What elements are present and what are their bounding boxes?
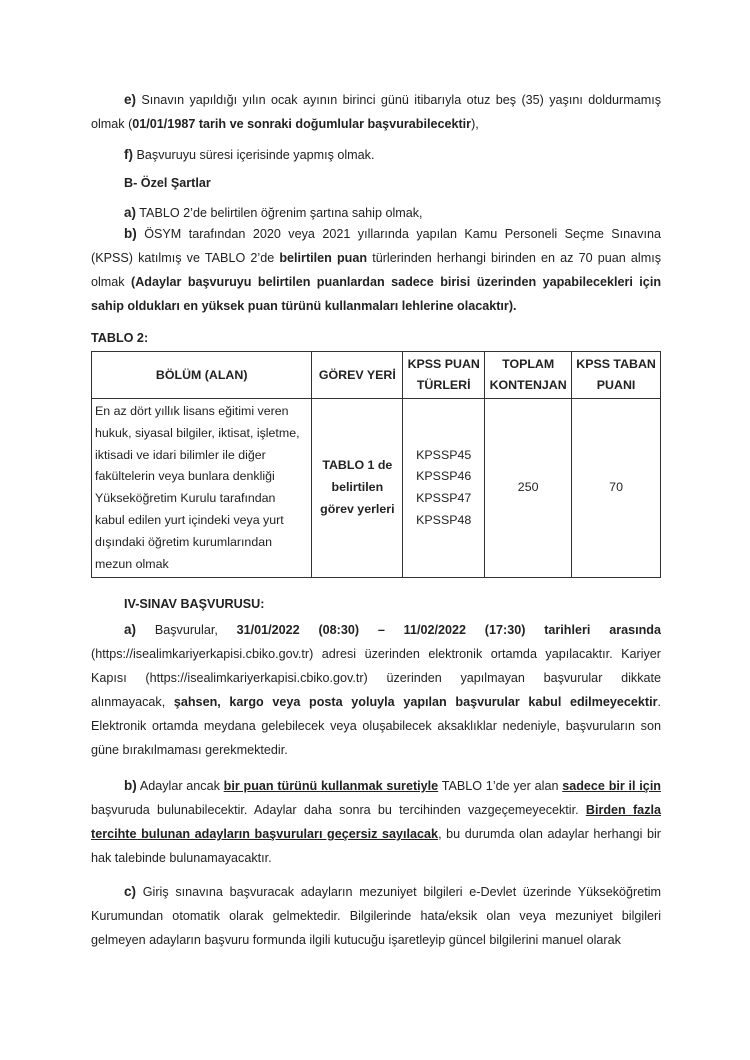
kpss-table xyxy=(91,351,661,578)
item-label: e) xyxy=(124,92,137,107)
header-toplam-kontenjan: TOPLAM KONTENJAN xyxy=(485,352,572,399)
paragraph-text: TABLO 2’de belirtilen öğrenim şartına sahip olmak, xyxy=(139,206,423,220)
section-heading-sinav-basvurusu: IV-SINAV BAŞVURUSU: xyxy=(124,597,265,611)
paragraph-text: Giriş sınavına başvuracak adayların mezuniyet bilgileri e-Devlet üzerinde Yükseköğretim Kurumundan otomatik olarak gelmektedir. Bilgilerinde hata/eksik olan veya mezuniyet bilgileri gelmeyen adayların başvuru formunda ilgili kutucuğu işaretleyip güncel bilgilerini manuel olarak xyxy=(91,885,661,947)
cell-puan-turleri xyxy=(403,399,485,578)
puan-turu: KPSSP45 xyxy=(416,447,472,462)
paragraph-text: , bu durumda olan adaylar herhangi bir hak talebinde bulunamayacaktır. xyxy=(91,827,661,865)
paragraph-text: Adaylar ancak xyxy=(136,779,224,793)
item-label: a) xyxy=(124,622,137,637)
paragraph-e xyxy=(91,88,661,136)
paragraph-text: başvuruda bulunabilecektir. Adaylar daha sonra bu tercihinden vazgeçemeyecektir. xyxy=(91,803,586,817)
cell-toplam-kontenjan: 250 xyxy=(485,399,572,578)
paragraph-text: TABLO 1’de yer alan xyxy=(438,779,563,793)
paragraph-text: Başvuruyu süresi içerisinde yapmış olmak. xyxy=(136,148,375,162)
table-row xyxy=(92,399,661,578)
paragraph-b xyxy=(91,222,661,318)
underlined-text: bir puan türünü kullanmak suretiyle xyxy=(223,779,439,793)
header-kpss-taban-puani: KPSS TABAN PUANI xyxy=(572,352,661,399)
bold-text: 31/01/2022 (08:30) – 11/02/2022 (17:30) tarihleri arasında xyxy=(236,623,661,637)
paragraph-text: ), xyxy=(471,117,479,131)
paragraph-f xyxy=(91,143,661,167)
paragraph-text: türlerinden herhangi birinden en az 70 puan almış olmak xyxy=(91,251,661,289)
paragraph-sinav-c xyxy=(91,880,661,952)
paragraph-text: . Elektronik ortamda meydana gelebilecek veya oluşabilecek aksaklıklar nedeniyle, başvuruların son güne bırakılmaması gerekmektedir. xyxy=(91,695,661,757)
paragraph-text: (https://isealimkariyerkapisi.cbiko.gov.tr) adresi üzerinden elektronik ortamda yapılacaktır. Kariyer Kapısı (https://isealimkariyerkapisi.cbiko.gov.tr) üzerinden yapılmayan başvurular dikkate alınmayacak, xyxy=(91,647,661,709)
bold-text: 01/01/1987 tarih ve sonraki doğumlular başvurabilecektir xyxy=(132,117,472,131)
bold-text: belirtilen puan xyxy=(279,251,368,265)
underlined-text: Birden fazla tercihte bulunan adayların başvuruları geçersiz sayılacak xyxy=(91,803,661,841)
puan-turu: KPSSP46 xyxy=(416,469,472,484)
header-gorev-yeri: GÖREV YERİ xyxy=(312,352,403,399)
table-header-row xyxy=(92,352,661,399)
puan-turu: KPSSP48 xyxy=(416,512,472,527)
item-label: c) xyxy=(124,884,137,899)
bold-text: (Adaylar başvuruyu belirtilen puanlardan sadece birisi üzerinden yapabilecekleri için sahip oldukları en yüksek puan türünü kullanmaları lehlerine olacaktır). xyxy=(91,275,662,313)
paragraph-text: Sınavın yapıldığı yılın ocak ayının birinci günü itibarıyla otuz beş (35) yaşını doldurmamış olmak ( xyxy=(91,93,661,131)
item-label: f) xyxy=(124,147,133,162)
header-bolum: BÖLÜM (ALAN) xyxy=(92,352,312,399)
cell-gorev-yeri: TABLO 1 de belirtilen görev yerleri xyxy=(312,399,403,578)
puan-turu: KPSSP47 xyxy=(416,491,472,506)
item-label: a) xyxy=(124,205,137,220)
underlined-text: sadece bir il için xyxy=(562,779,662,793)
paragraph-sinav-b xyxy=(91,774,661,870)
table-title: TABLO 2: xyxy=(91,331,149,345)
item-label: b) xyxy=(124,226,137,241)
item-label: b) xyxy=(124,778,137,793)
paragraph-text: ÖSYM tarafından 2020 veya 2021 yıllarında yapılan Kamu Personeli Seçme Sınavına (KPSS) katılmış ve TABLO 2’de xyxy=(91,227,661,265)
paragraph-sinav-a xyxy=(91,618,661,762)
section-heading-ozel-sartlar: B- Özel Şartlar xyxy=(124,176,211,190)
paragraph-text: Başvurular, xyxy=(136,623,237,637)
header-kpss-puan-turleri: KPSS PUAN TÜRLERİ xyxy=(403,352,485,399)
cell-taban-puani: 70 xyxy=(572,399,661,578)
bold-text: şahsen, kargo veya posta yoluyla yapılan başvurular kabul edilmeyecektir xyxy=(173,695,658,709)
cell-bolum: En az dört yıllık lisans eğitimi veren hukuk, siyasal bilgiler, iktisat, işletme, iktisadi ve idari bilimler ile diğer fakültelerin veya bunlara denkliği Yükseköğretim Kurulu tarafından kabul edilen yurt içindeki veya yurt dışındaki öğretim kurumlarından mezun olmak xyxy=(92,399,312,578)
